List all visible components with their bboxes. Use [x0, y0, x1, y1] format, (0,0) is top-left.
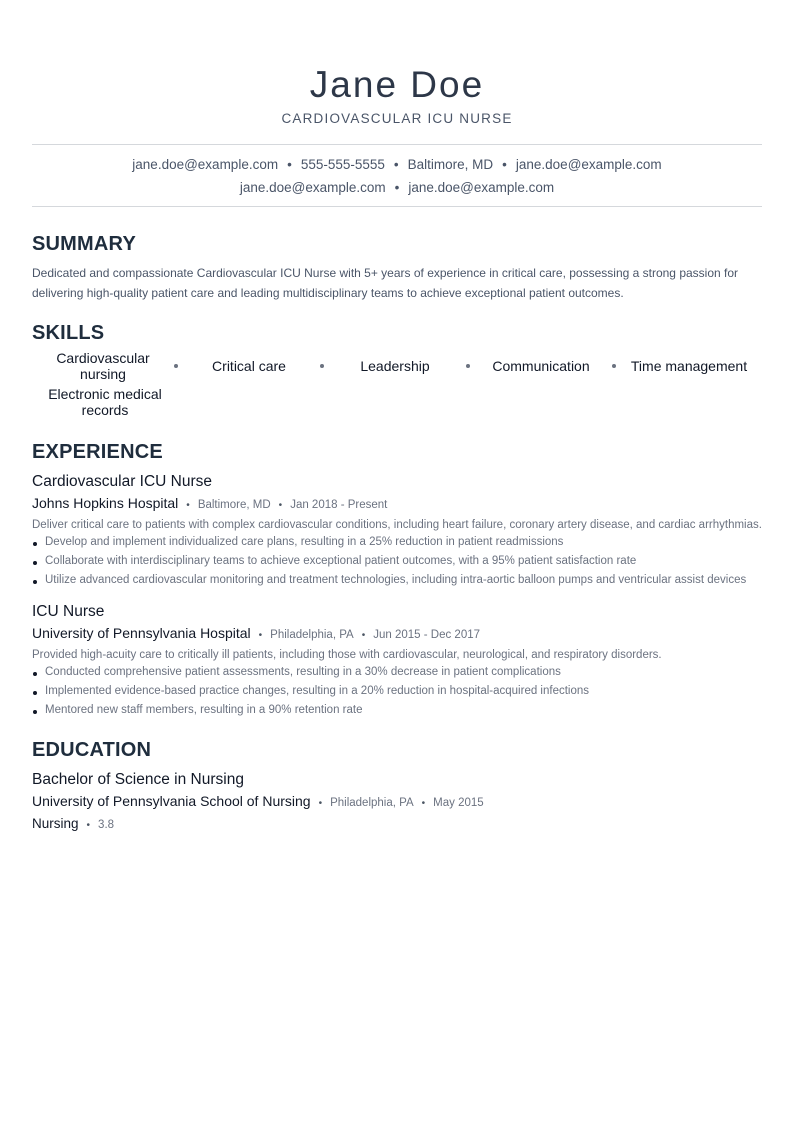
education-location: Philadelphia, PA — [330, 797, 414, 809]
job-meta — [32, 624, 762, 645]
job-description: Provided high-acuity care to critically ill patients, including those with cardiovascular, neurological, and respiratory disorders. — [32, 649, 662, 661]
job-entry — [32, 472, 762, 587]
meta-separator: • — [278, 500, 283, 511]
skill-label: Cardiovascular nursing — [56, 350, 150, 382]
skills-list — [32, 350, 762, 418]
resume-header — [32, 0, 762, 128]
job-title: Cardiovascular ICU Nurse — [32, 473, 213, 490]
contact-separator: • — [287, 157, 292, 172]
skill-label: Leadership — [360, 358, 430, 374]
skill-item — [470, 350, 616, 382]
skill-label: Time management — [630, 358, 748, 374]
list-item: Implemented evidence-based practice changes, resulting in a 20% reduction in hospital-acquired infections — [32, 684, 762, 698]
meta-separator: • — [361, 630, 366, 641]
job-location: Baltimore, MD — [197, 499, 271, 511]
experience-heading: EXPERIENCE — [32, 441, 163, 463]
education-meta — [32, 792, 762, 813]
contact-separator: • — [393, 157, 399, 172]
job-meta — [32, 494, 762, 515]
divider-bottom — [32, 206, 762, 207]
job-entry — [32, 602, 762, 717]
list-item: Utilize advanced cardiovascular monitoring and treatment technologies, including intra-aortic balloon pumps and ventricular assist devices — [32, 573, 762, 587]
meta-separator: • — [86, 820, 91, 831]
skill-item — [324, 350, 470, 382]
skill-item — [616, 350, 762, 382]
contact-location: Baltimore, MD — [407, 157, 494, 172]
candidate-name: Jane Doe — [309, 64, 485, 105]
contact-email[interactable]: jane.doe@example.com — [515, 157, 662, 172]
contact-phone[interactable]: 555-555-5555 — [300, 157, 385, 172]
summary-heading: SUMMARY — [32, 233, 136, 255]
resume-page — [32, 0, 762, 835]
summary-section — [32, 232, 762, 303]
skill-item — [178, 350, 324, 382]
education-entry — [32, 770, 762, 835]
job-description: Deliver critical care to patients with complex cardiovascular conditions, including heart failure, coronary artery disease, and cardiac arrhythmias. — [32, 519, 762, 531]
job-bullets — [32, 665, 762, 717]
skill-label: Critical care — [212, 358, 286, 374]
education-date: May 2015 — [433, 797, 484, 809]
list-item: Mentored new staff members, resulting in a 90% retention rate — [32, 703, 762, 717]
skill-item — [32, 350, 178, 382]
education-gpa: 3.8 — [98, 819, 115, 831]
job-dates: Jan 2018 - Present — [290, 499, 388, 511]
list-item: Collaborate with interdisciplinary teams to achieve exceptional patient outcomes, with a 95% patient satisfaction rate — [32, 554, 762, 568]
education-field: Nursing — [32, 816, 79, 831]
meta-separator: • — [421, 798, 426, 809]
experience-section — [32, 440, 762, 717]
job-bullets — [32, 535, 762, 587]
education-school: University of Pennsylvania School of Nursing — [32, 793, 311, 809]
skills-section — [32, 321, 762, 418]
meta-separator: • — [258, 630, 263, 641]
skill-item — [32, 386, 178, 418]
list-item: Conducted comprehensive patient assessments, resulting in a 30% decrease in patient complications — [32, 665, 762, 679]
job-title: ICU Nurse — [32, 603, 105, 620]
education-section — [32, 738, 762, 835]
contact-email[interactable]: jane.doe@example.com — [132, 157, 279, 172]
contact-email[interactable]: jane.doe@example.com — [239, 180, 386, 195]
contact-line-2 — [32, 176, 762, 199]
skill-label: Communication — [492, 358, 590, 374]
education-degree: Bachelor of Science in Nursing — [32, 771, 244, 788]
skill-label: Electronic medical records — [48, 386, 162, 418]
education-heading: EDUCATION — [32, 739, 152, 761]
summary-text: Dedicated and compassionate Cardiovascular ICU Nurse with 5+ years of experience in critical care, possessing a strong passion for delivering high-quality patient care and leading multidisciplinary teams to achieve exceptional patient outcomes. — [32, 266, 739, 300]
contact-separator: • — [394, 180, 400, 195]
contact-email[interactable]: jane.doe@example.com — [408, 180, 555, 195]
job-company: Johns Hopkins Hospital — [32, 495, 179, 511]
job-company: University of Pennsylvania Hospital — [32, 625, 251, 641]
candidate-title: CARDIOVASCULAR ICU NURSE — [281, 111, 513, 126]
skills-heading: SKILLS — [32, 322, 105, 344]
meta-separator: • — [318, 798, 323, 809]
contact-line-1 — [32, 153, 762, 176]
job-location: Philadelphia, PA — [270, 629, 354, 641]
contact-info — [32, 145, 762, 206]
list-item: Develop and implement individualized care plans, resulting in a 25% reduction in patient readmissions — [32, 535, 762, 549]
job-dates: Jun 2015 - Dec 2017 — [373, 629, 481, 641]
contact-separator: • — [502, 157, 507, 172]
education-extra — [32, 815, 762, 835]
meta-separator: • — [186, 500, 190, 511]
